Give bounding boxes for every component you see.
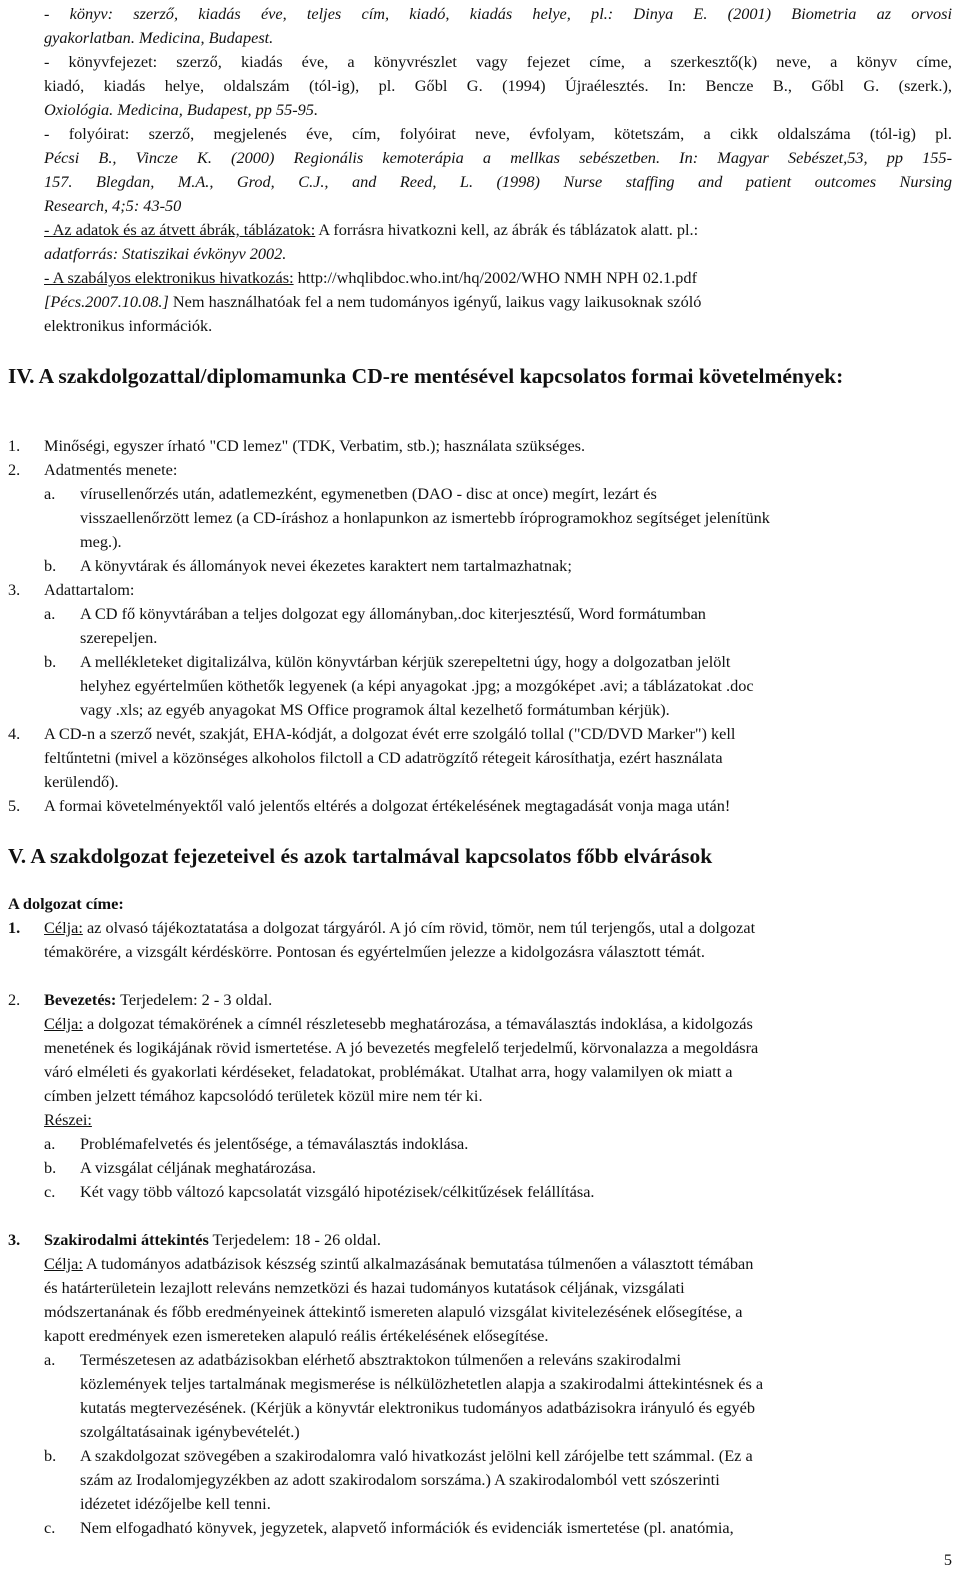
s4-item3b-line1: A mellékleteket digitalizálva, külön könyvtárban kérjük szerepeltetni úgy, hogy a dolgozatban jelölt [80, 652, 731, 671]
s5-p3-b-line1: A szakdolgozat szövegében a szakirodalomra való hivatkozást jelölni kell zárójelbe tett számmal. (Ez a [80, 1446, 753, 1465]
ref-tables-line2: adatforrás: Statiszikai évkönyv 2002. [44, 244, 287, 263]
s5-p2-b-letter: b. [44, 1158, 57, 1177]
s5-p3-c-letter: c. [44, 1518, 56, 1537]
ref-chapter-line3: Oxiológia. Medicina, Budapest, pp 55-95. [44, 100, 319, 119]
ref-book-line2: gyakorlatban. Medicina, Budapest. [44, 28, 274, 47]
ref-electronic-line2: [Pécs.2007.10.08.] Nem használhatóak fel a nem tudományos igényű, laikus vagy laikusoknak szóló [44, 292, 702, 311]
s4-item3a-letter: a. [44, 604, 56, 623]
s5-p2-line3: váró elméleti és gyakorlati kérdéseket, feladatokat, problémákat. Utalhat arra, hogy valamilyen ok miatt a [44, 1062, 733, 1081]
s5-p2-title-line: Bevezetés: Terjedelem: 2 - 3 oldal. [44, 990, 273, 1009]
s5-p2-a-text: Problémafelvetés és jelentősége, a témaválasztás indoklása. [80, 1134, 469, 1153]
s5-p2-c-letter: c. [44, 1182, 56, 1201]
s5-p3-a-line3: kutatás megtervezésének. (Kérjük a könyvtár elektronikus tudományos adatbázisokra irányuló és egyéb [80, 1398, 755, 1417]
s5-p1-num: 1. [8, 918, 21, 937]
s5-p1-line1: Célja: az olvasó tájékoztatatása a dolgozat tárgyáról. A jó cím rövid, tömör, nem túl terjengős, utal a dolgozat [44, 918, 756, 937]
s5-p2-c-text: Két vagy több változó kapcsolatát vizsgáló hipotézisek/célkitűzések felállítása. [80, 1182, 595, 1201]
s4-item2-num: 2. [8, 460, 21, 479]
s5-p2-parts-label: Részei: [44, 1110, 92, 1129]
section-5-heading: V. A szakdolgozat fejezeteivel és azok tartalmával kapcsolatos főbb elvárások [8, 844, 713, 868]
s5-p3-b-line3: idézetet idézőjelbe kell tenni. [80, 1494, 271, 1513]
s4-item3a-line1: A CD fő könyvtárában a teljes dolgozat egy állományban,.doc kiterjesztésű, Word formátumban [80, 604, 706, 623]
ref-electronic-line1: - A szabályos elektronikus hivatkozás: http://whqlibdoc.who.int/hq/2002/WHO NMH NPH 02.1.pdf [44, 268, 697, 287]
s4-item2a-line2: visszaellenőrzött lemez (a CD-íráshoz a honlapunkon az ismertebb íróprogramokhoz segítséget jelenítünk [80, 508, 770, 527]
s4-item3b-line2: helyhez egyértelműen köthetők legyenek (a képi anyagokat .jpg; a mozgóképet .avi; a táblázatokat .doc [80, 676, 754, 695]
ref-book-line1: - könyv: szerző, kiadás éve, teljes cím, kiadó, kiadás helye, pl.: Dinya E. (2001) Biometria az orvosi [44, 4, 952, 23]
s5-p3-num: 3. [8, 1230, 21, 1249]
ref-tables-line1: - Az adatok és az átvett ábrák, táblázatok: A forrásra hivatkozni kell, az ábrák és táblázatok alatt. pl.: [44, 220, 699, 239]
s5-p3-b-line2: szám az Irodalomjegyzékben az adott szakirodalom sorszáma.) A szakirodalomból vett szószerinti [80, 1470, 720, 1489]
s5-p3-a-letter: a. [44, 1350, 56, 1369]
s4-item1-num: 1. [8, 436, 21, 455]
s4-item2a-line1: vírusellenőrzés után, adatlemezként, egymenetben (DAO - disc at once) megírt, lezárt és [80, 484, 657, 503]
s5-p1-line2: témakörére, a vizsgált kérdéskörre. Pontosan és egyértelműen jelezze a kidolgozásra választott témát. [44, 942, 705, 961]
s4-item4-num: 4. [8, 724, 21, 743]
s5-p2-line4: címben jelzett témához kapcsolódó területek közül mire nem tér ki. [44, 1086, 483, 1105]
s4-item3-num: 3. [8, 580, 21, 599]
s5-p2-b-text: A vizsgálat céljának meghatározása. [80, 1158, 316, 1177]
ref-chapter-line2: kiadó, kiadás helye, oldalszám (tól-ig), pl. Gőbl G. (1994) Újraélesztés. In: Bencze B., Gőbl G. (szerk.), [44, 76, 952, 95]
s4-item3b-letter: b. [44, 652, 57, 671]
s5-p3-line3: módszertanának és főbb eredményeinek áttekintő ismereten alapuló vizsgálat kivitelezésének elősegítése, a [44, 1302, 743, 1321]
ref-journal-line1: - folyóirat: szerző, megjelenés éve, cím, folyóirat neve, évfolyam, kötetszám, a cikk oldalszáma (tól-ig) pl. [44, 124, 952, 143]
s5-p3-a-line1: Természetesen az adatbázisokban elérhető absztraktokon túlmenően a releváns szakirodalmi [80, 1350, 682, 1369]
s5-p3-title-line: Szakirodalmi áttekintés Terjedelem: 18 - 26 oldal. [44, 1230, 381, 1249]
ref-journal-line3: 157. Blegdan, M.A., Grod, C.J., and Reed, L. (1998) Nurse staffing and patient outcomes Nursing [44, 172, 952, 191]
ref-electronic-line3: elektronikus információk. [44, 316, 213, 335]
s5-p3-a-line2: közlemények teljes tartalmának megismerése is nélkülözhetetlen alapja a szakirodalmi áttekintésnek és a [80, 1374, 764, 1393]
s5-p3-line1: Célja: A tudományos adatbázisok készség szintű alkalmazásának bemutatása túlmenően a választott témában [44, 1254, 754, 1273]
ref-chapter-line1: - könyvfejezet: szerző, kiadás éve, a könyvrészlet vagy fejezet címe, a szerkesztő(k) neve, a könyv címe, [44, 52, 952, 71]
s4-item4-line2: feltűntetni (mivel a közönséges alkoholos filctoll a CD adatrögzítő rétegeit károsíthatja, ezért használata [44, 748, 723, 767]
s4-item3b-line3: vagy .xls; az egyéb anyagokat MS Office programok által kezelhető formátumban kérjük). [80, 700, 670, 719]
s5-p3-a-line4: szolgáltatásainak igénybevételét.) [80, 1422, 300, 1441]
s5-p3-b-letter: b. [44, 1446, 57, 1465]
ref-journal-line4: Research, 4;5: 43-50 [44, 196, 182, 215]
page-number: 5 [943, 1550, 952, 1569]
s5-p2-line2: menetének és logikájának rövid ismertetése. A jó bevezetés megfelelő terjedelmű, körvonalazza a megoldásra [44, 1038, 759, 1057]
s5-p2-a-letter: a. [44, 1134, 56, 1153]
s4-item4-line1: A CD-n a szerző nevét, szakját, EHA-kódját, a dolgozat évét erre szolgáló tollal ("CD/DVD Marker") kell [44, 724, 736, 743]
s4-item2a-letter: a. [44, 484, 56, 503]
s4-item3-text: Adattartalom: [44, 580, 135, 599]
ref-journal-line2: Pécsi B., Vincze K. (2000) Regionális kemoterápia a mellkas sebészetben. In: Magyar Sebészet,53, pp 155- [44, 148, 952, 167]
s4-item1-text: Minőségi, egyszer írható "CD lemez" (TDK, Verbatim, stb.); használata szükséges. [44, 436, 586, 455]
s5-p2-line1: Célja: a dolgozat témakörének a címnél részletesebb meghatározása, a témaválasztás indoklása, a kidolgozás [44, 1014, 753, 1033]
thesis-title-label: A dolgozat címe: [8, 894, 124, 913]
s4-item2-text: Adatmentés menete: [44, 460, 178, 479]
s5-p3-line4: kapott eredmények ezen ismereteken alapuló reális értékelésének elősegítése. [44, 1326, 549, 1345]
s4-item2a-line3: meg.). [80, 532, 122, 551]
s4-item2b-letter: b. [44, 556, 57, 575]
s5-p3-line2: és határterületein lezajlott releváns nemzetközi és hazai tudományos kutatások céljának, vizsgálati [44, 1278, 685, 1297]
s4-item2b-line1: A könyvtárak és állományok nevei ékezetes karaktert nem tartalmazhatnak; [80, 556, 572, 575]
s4-item3a-line2: szerepeljen. [80, 628, 158, 647]
s4-item4-line3: kerülendő). [44, 772, 119, 791]
s4-item5-text: A formai követelményektől való jelentős eltérés a dolgozat értékelésének megtagadását vonja maga után! [44, 796, 731, 815]
s5-p3-c-line1: Nem elfogadható könyvek, jegyzetek, alapvető információk és evidenciák ismertetése (pl. anatómia, [80, 1518, 734, 1537]
s5-p2-num: 2. [8, 990, 21, 1009]
s4-item5-num: 5. [8, 796, 21, 815]
section-4-heading: IV. A szakdolgozattal/diplomamunka CD-re mentésével kapcsolatos formai követelmények: [8, 364, 844, 388]
